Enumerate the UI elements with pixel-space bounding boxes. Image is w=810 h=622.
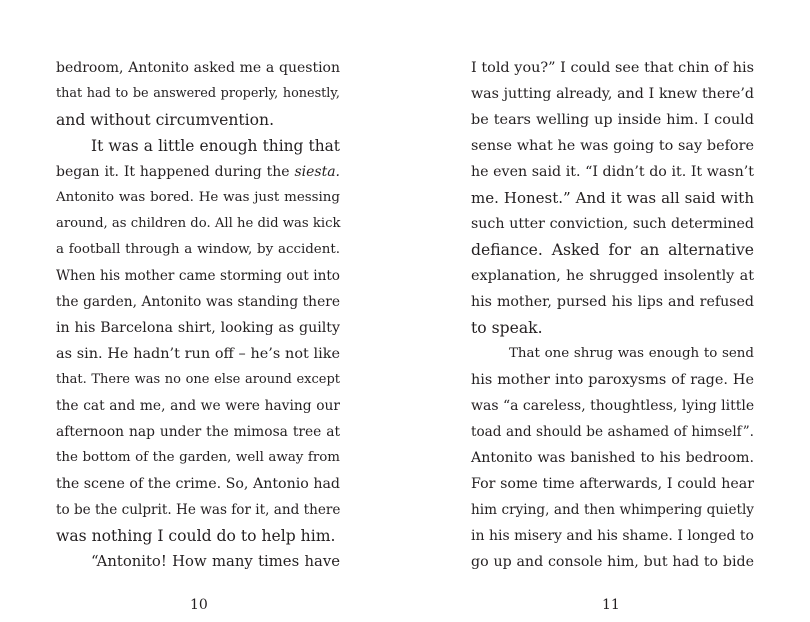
text-line: explanation, he shrugged insolently at	[471, 268, 754, 284]
text-line: around, as children do. All he did was kick	[56, 216, 341, 231]
text-line: the bottom of the garden, well away from	[56, 450, 340, 465]
text-line: his mother, pursed his lips and refused	[471, 294, 754, 310]
text-line: that had to be answered properly, honestly,	[56, 86, 340, 101]
text-line: the cat and me, and we were having our	[56, 398, 340, 414]
text-line: For some time afterwards, I could hear	[471, 476, 754, 492]
page-number: 10	[190, 597, 208, 613]
text-line: When his mother came storming out into	[56, 268, 340, 284]
text-line: me. Honest.” And it was all said with	[471, 189, 754, 207]
text-line: in his misery and his shame. I longed to	[471, 528, 754, 544]
text-line: That one shrug was enough to send	[509, 346, 754, 361]
text-span: began it. It happened during the	[56, 164, 295, 180]
text-line: as sin. He hadn’t run off – he’s not like	[56, 346, 340, 362]
text-line: his mother into paroxysms of rage. He	[471, 372, 754, 388]
italic-word: siesta.	[294, 164, 340, 180]
text-line: was jutting already, and I knew there’d	[471, 86, 754, 102]
text-line: to speak.	[471, 319, 543, 337]
text-line: such utter conviction, such determined	[471, 216, 754, 232]
text-line: It was a little enough thing that	[91, 137, 340, 155]
text-line: be tears welling up inside him. I could	[471, 112, 754, 128]
text-line: the scene of the crime. So, Antonio had	[56, 476, 340, 492]
text-line: go up and console him, but had to bide	[471, 554, 754, 570]
text-line: Antonito was bored. He was just messing	[56, 190, 340, 205]
right-page	[405, 0, 810, 622]
text-line: to be the culprit. He was for it, and there	[56, 502, 341, 518]
text-line: and without circumvention.	[56, 111, 275, 129]
text-line	[56, 159, 340, 185]
text-line: “Antonito! How many times have	[91, 553, 340, 570]
text-line: toad and should be ashamed of himself”.	[471, 424, 754, 440]
text-line: was nothing I could do to help him.	[56, 527, 336, 545]
text-line: afternoon nap under the mimosa tree at	[56, 424, 340, 440]
page-number: 11	[602, 597, 620, 613]
text-line: he even said it. “I didn’t do it. It wasn’t	[471, 164, 754, 180]
text-line: defiance. Asked for an alternative	[471, 241, 754, 259]
text-line: was “a careless, thoughtless, lying little	[471, 398, 755, 414]
text-line: Antonito was banished to his bedroom.	[471, 450, 754, 466]
text-line: the garden, Antonito was standing there	[56, 294, 340, 310]
text-line: bedroom, Antonito asked me a question	[56, 60, 340, 76]
text-line: that. There was no one else around except	[56, 372, 340, 387]
text-line: sense what he was going to say before	[471, 138, 754, 154]
text-line: him crying, and then whimpering quietly	[471, 502, 754, 518]
text-line: a football through a window, by accident.	[56, 242, 340, 257]
text-line: in his Barcelona shirt, looking as guilty	[56, 320, 340, 336]
text-line: I told you?” I could see that chin of his	[471, 60, 754, 76]
